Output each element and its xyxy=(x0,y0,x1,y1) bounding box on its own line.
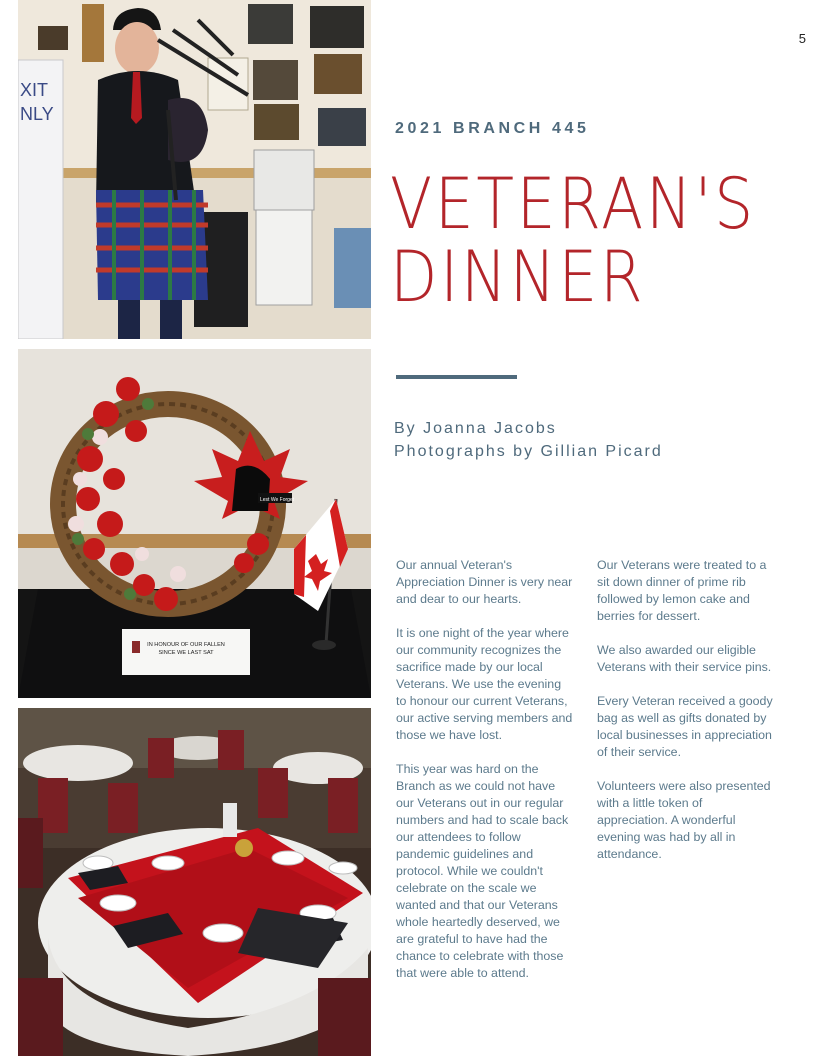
paragraph: Our annual Veteran's Appreciation Dinner is very near and dear to our hearts. xyxy=(396,558,573,606)
title-line-1: VETERAN'S xyxy=(390,163,756,245)
photo-dinner-table xyxy=(18,708,371,1056)
author-credit: By Joanna Jacobs xyxy=(394,420,557,437)
divider-rule xyxy=(396,375,517,379)
byline xyxy=(394,417,663,463)
paragraph: We also awarded our eligible Veterans with their service pins. xyxy=(597,643,772,674)
svg-text:NLY: NLY xyxy=(20,104,54,124)
paragraph: Every Veteran received a goody bag as well as gifts donated by local businesses in appreciation of their service. xyxy=(597,694,773,759)
photo-memorial-wreath xyxy=(18,349,371,698)
article-column-1 xyxy=(396,557,574,999)
photo-credit: Photographs by Gillian Picard xyxy=(394,443,663,460)
svg-text:XIT: XIT xyxy=(20,80,49,100)
wreath-ribbon-text: Lest We Forget xyxy=(260,497,295,503)
article-column-2 xyxy=(597,557,775,880)
paragraph: Volunteers were also presented with a little token of appreciation. A wonderful evening was had by all in attendance. xyxy=(597,779,771,861)
photo-bagpiper xyxy=(18,0,371,339)
wreath-card-line1: IN HONOUR OF OUR FALLEN xyxy=(147,642,225,648)
paragraph: It is one night of the year where our community recognizes the sacrifice made by our local Veterans. We use the evening to honour our current Veterans, our active serving members and those we have lost. xyxy=(396,626,573,742)
paragraph: Our Veterans were treated to a sit down dinner of prime rib followed by lemon cake and berries for dessert. xyxy=(597,558,767,623)
article-kicker: 2021 BRANCH 445 xyxy=(395,120,590,137)
article-title xyxy=(390,163,756,318)
title-line-2: DINNER xyxy=(390,236,646,318)
page-number: 5 xyxy=(798,31,806,46)
wreath-card-line2: SINCE WE LAST SAT xyxy=(158,650,214,656)
paragraph: This year was hard on the Branch as we could not have our Veterans out in our regular numbers and had to scale back our attendees to follow pandemic guidelines and protocol. While we couldn't celebrate on the scale we wanted and that our Veterans whole heartedly deserved, we are grateful to have had the chance to celebrate with those that were able to attend. xyxy=(396,762,569,980)
